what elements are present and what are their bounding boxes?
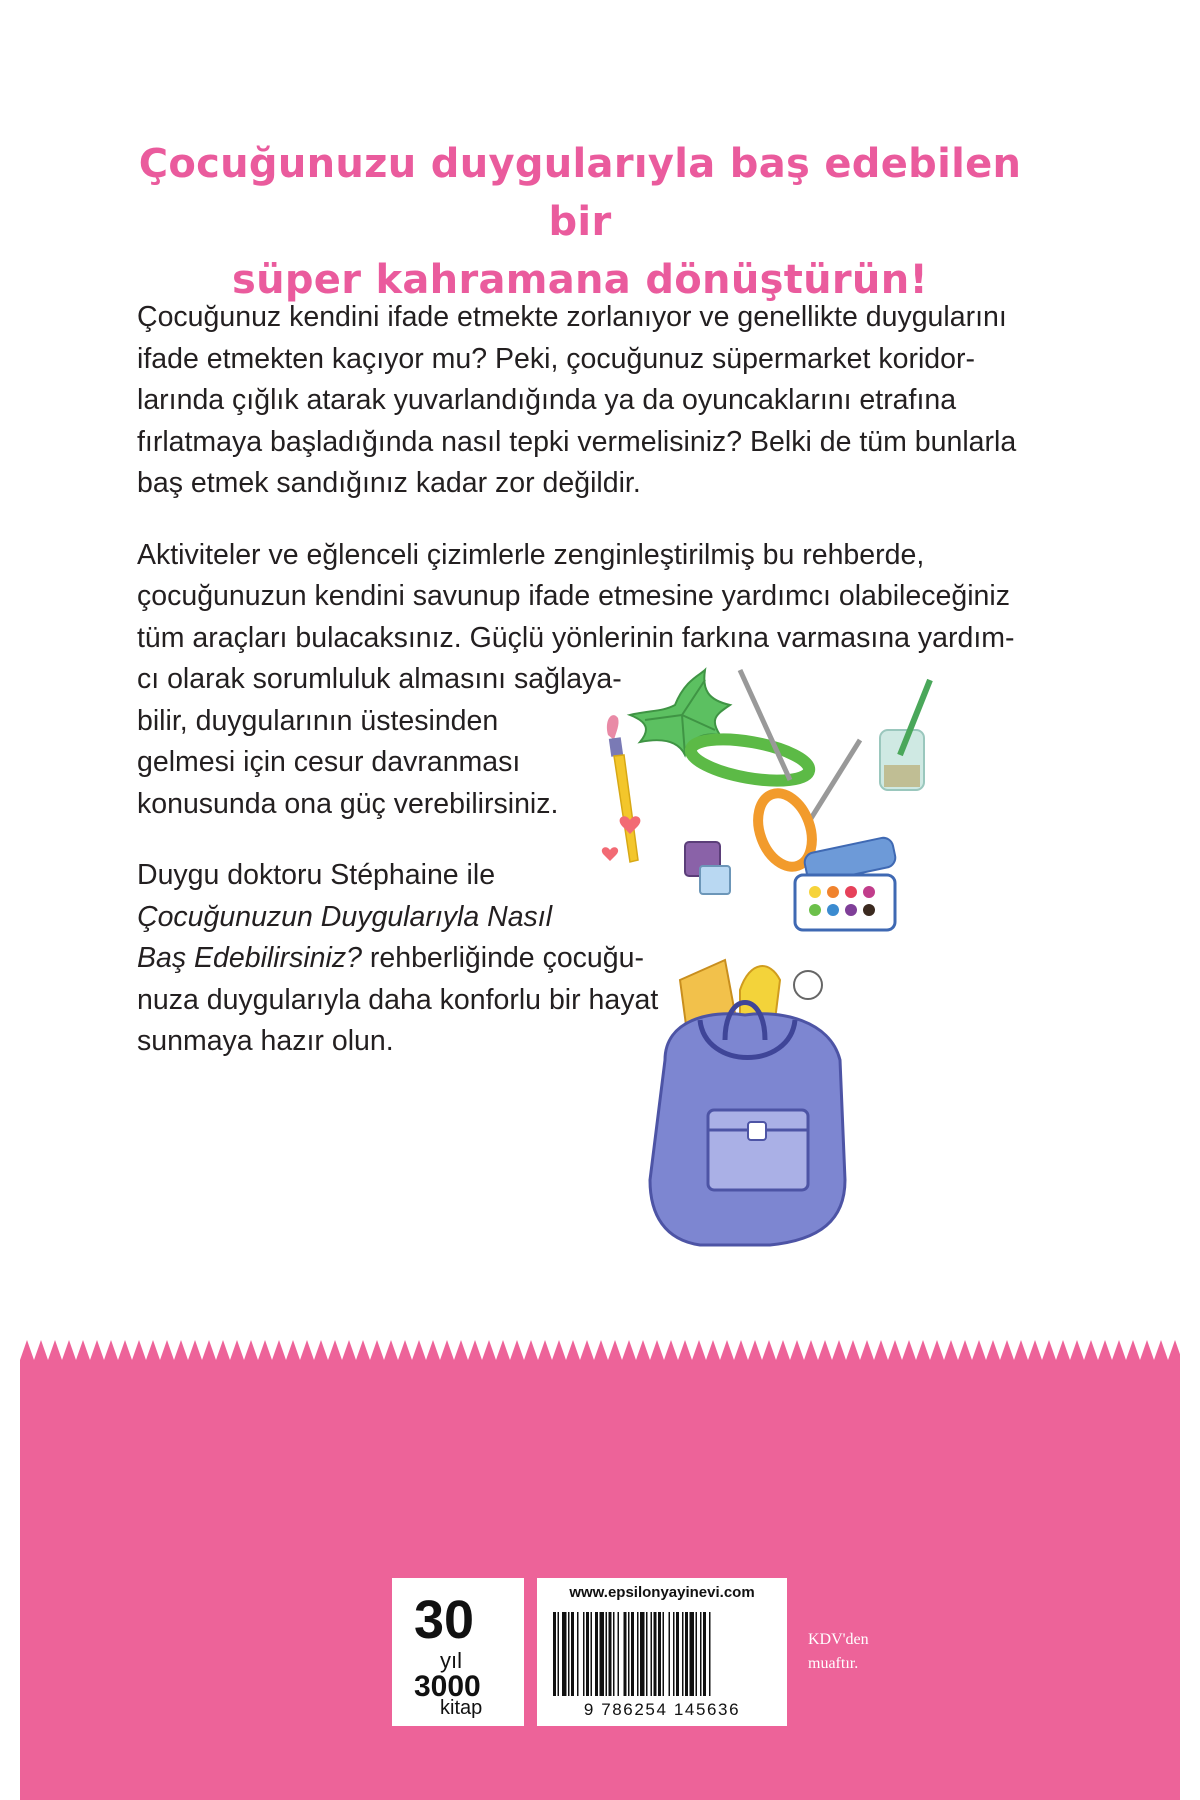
- crayon-illustration: [590, 660, 1080, 1280]
- logo-big-number: 30: [414, 1590, 475, 1650]
- barcode-bar: [577, 1612, 579, 1696]
- paragraph-line: Duygu doktoru Stéphaine ile: [137, 859, 496, 891]
- barcode-bar: [583, 1612, 585, 1696]
- barcode-bar: [663, 1612, 665, 1696]
- book-title-line-2: Baş Edebilirsiniz?: [137, 942, 362, 974]
- barcode-bar: [709, 1612, 711, 1696]
- barcode-bar: [606, 1612, 608, 1696]
- school-bag-icon: [650, 960, 845, 1245]
- barcode-bar: [646, 1612, 648, 1696]
- paintbrush-icon: [607, 715, 638, 862]
- paragraph-line: sunmaya hazır olun.: [137, 1025, 394, 1057]
- pink-zigzag-band: [20, 1340, 1180, 1800]
- barcode-bar: [637, 1612, 639, 1696]
- barcode-bar: [600, 1612, 605, 1696]
- barcode-bar: [609, 1612, 612, 1696]
- headline-line-2: süper kahramana dönüştürün!: [231, 257, 929, 303]
- barcode-bar: [651, 1612, 653, 1696]
- barcode-bar: [631, 1612, 634, 1696]
- book-title-line-1: Çocuğunuzun Duygularıyla Nasıl: [137, 900, 553, 933]
- barcode-bar: [673, 1612, 675, 1696]
- barcode-icon: [547, 1612, 777, 1696]
- tax-note-line-2: muaftır.: [808, 1655, 859, 1672]
- barcode-bar: [654, 1612, 657, 1696]
- headline: [120, 135, 1040, 309]
- anniversary-logo-graphic: [392, 1578, 524, 1726]
- barcode-bar: [700, 1612, 702, 1696]
- barcode-bar: [586, 1612, 589, 1696]
- paragraph-line: larında çığlık atarak yuvarlandığında ya da oyuncaklarını etrafına: [137, 384, 957, 416]
- barcode-bar: [568, 1612, 570, 1696]
- logo-kitap: kitap: [440, 1697, 483, 1719]
- barcode-bar: [558, 1612, 560, 1696]
- barcode-bar: [685, 1612, 688, 1696]
- water-jar-icon: [880, 680, 930, 790]
- paragraph-1: [137, 297, 1037, 505]
- anniversary-logo: [392, 1578, 524, 1726]
- paragraph-line: tüm araçları bulacaksınız. Güçlü yönlerinin farkına varmasına yardım-: [137, 621, 1015, 654]
- barcode-bar: [624, 1612, 627, 1696]
- barcode-bar: [628, 1612, 630, 1696]
- paragraph-line: Çocuğunuz kendini ifade etmekte zorlanıyor ve genellikte duygularını: [137, 301, 1007, 333]
- paragraph-line: baş etmek sandığınız kadar zor değildir.: [137, 467, 641, 499]
- paragraph-line: Aktiviteler ve eğlenceli çizimlerle zenginleştirilmiş bu rehberde,: [137, 538, 925, 571]
- barcode-box: [537, 1578, 787, 1726]
- paragraph-line: konusunda ona güç verebilirsiniz.: [137, 787, 559, 820]
- paragraph-line: ifade etmekten kaçıyor mu? Peki, çocuğunuz süpermarket koridor-: [137, 342, 975, 375]
- barcode-bar: [571, 1612, 574, 1696]
- barcode-bar: [562, 1612, 567, 1696]
- barcode-bar: [658, 1612, 661, 1696]
- logo-yil: yıl: [440, 1648, 462, 1673]
- barcode-bar: [682, 1612, 684, 1696]
- website-url: www.epsilonyayinevi.com: [569, 1584, 755, 1601]
- isbn-number: 9 786254 145636: [583, 1700, 741, 1719]
- paragraph-line: nuza duygularıyla daha konforlu bir hayat: [137, 983, 659, 1016]
- barcode-bar: [640, 1612, 645, 1696]
- barcode-bar: [669, 1612, 671, 1696]
- paragraph-line: bilir, duygularının üstesinden: [137, 704, 499, 737]
- tax-note-line-1: KDV'den: [808, 1631, 869, 1648]
- headline-line-1: Çocuğunuzu duygularıyla baş edebilen bir: [138, 141, 1022, 245]
- barcode-bar: [595, 1612, 598, 1696]
- sharpener-icon: [685, 842, 730, 894]
- barcode-bar: [676, 1612, 679, 1696]
- barcode-bar: [591, 1612, 593, 1696]
- barcode-bar: [703, 1612, 706, 1696]
- paragraph-line: gelmesi için cesur davranması: [137, 746, 521, 778]
- barcode-bar: [613, 1612, 615, 1696]
- paragraph-line: çocuğunuzun kendini savunup ifade etmesine yardımcı olabileceğiniz: [137, 580, 1010, 612]
- paragraph-line: cı olarak sorumluluk almasını sağlaya-: [137, 663, 622, 695]
- barcode-bar: [690, 1612, 695, 1696]
- paragraph-line: fırlatmaya başladığında nasıl tepki vermelisiniz? Belki de tüm bunlarla: [137, 425, 1017, 458]
- barcode-bar: [618, 1612, 620, 1696]
- barcode-bar: [696, 1612, 698, 1696]
- logo-small-number: 3000: [414, 1670, 481, 1703]
- paragraph-line-rest: rehberliğinde çocuğu-: [361, 942, 644, 974]
- tax-note: [808, 1628, 928, 1676]
- barcode-bar: [553, 1612, 556, 1696]
